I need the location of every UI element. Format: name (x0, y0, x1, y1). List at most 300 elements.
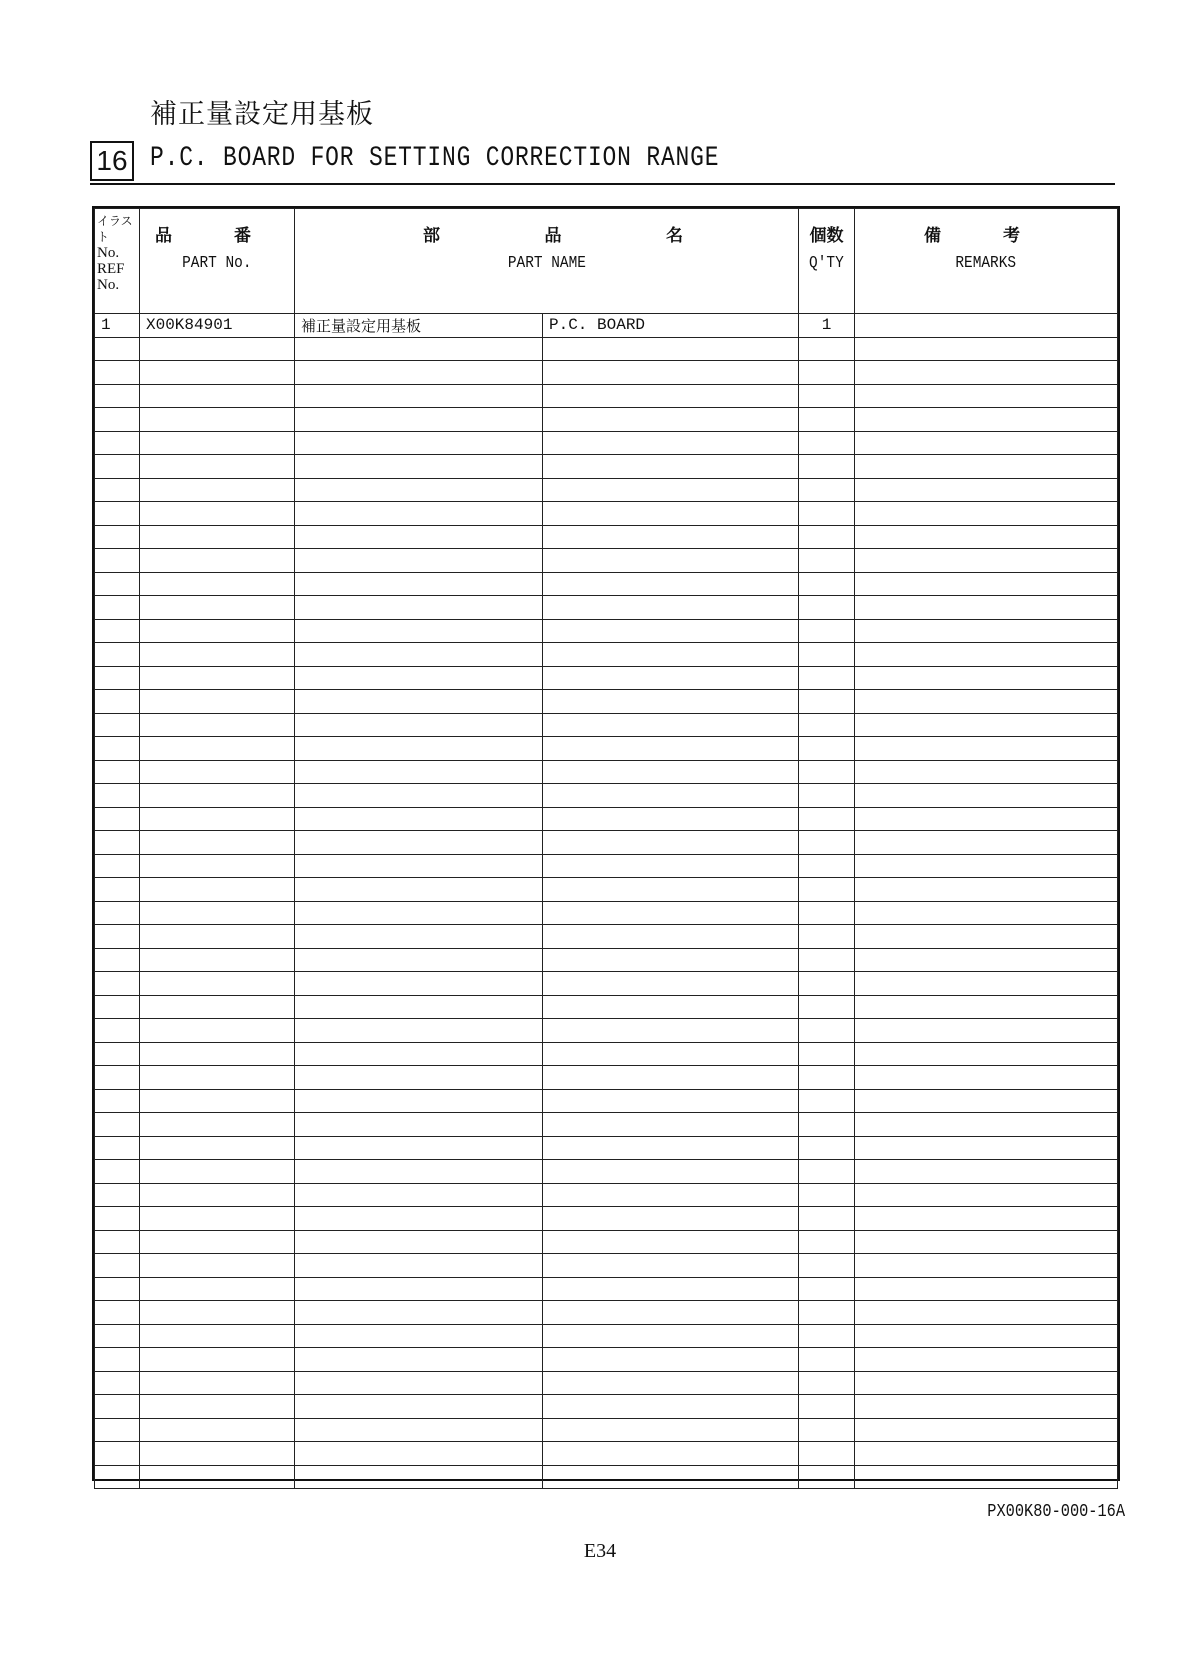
empty-cell (799, 1465, 855, 1489)
empty-cell (95, 690, 140, 714)
empty-cell (295, 784, 543, 808)
empty-cell (855, 1418, 1118, 1442)
table-row-empty (95, 807, 1118, 831)
empty-cell (543, 502, 799, 526)
empty-cell (295, 1465, 543, 1489)
empty-cell (295, 619, 543, 643)
empty-cell (140, 643, 295, 667)
table-row-empty (95, 455, 1118, 479)
table-row-empty (95, 690, 1118, 714)
empty-cell (295, 878, 543, 902)
empty-cell (543, 690, 799, 714)
empty-cell (95, 948, 140, 972)
empty-cell (140, 455, 295, 479)
empty-cell (799, 1160, 855, 1184)
empty-cell (95, 1160, 140, 1184)
empty-cell (543, 948, 799, 972)
empty-cell (855, 643, 1118, 667)
empty-cell (95, 854, 140, 878)
empty-cell (95, 572, 140, 596)
empty-cell (295, 1230, 543, 1254)
empty-cell (543, 431, 799, 455)
table-row-empty (95, 760, 1118, 784)
empty-cell (855, 1066, 1118, 1090)
empty-cell (95, 831, 140, 855)
empty-cell (799, 831, 855, 855)
empty-cell (140, 1207, 295, 1231)
empty-cell (140, 1019, 295, 1043)
empty-cell (543, 878, 799, 902)
page-number: E34 (583, 1540, 617, 1562)
empty-cell (140, 619, 295, 643)
empty-cell (295, 972, 543, 996)
empty-cell (855, 361, 1118, 385)
table-row-empty (95, 948, 1118, 972)
empty-cell (140, 1277, 295, 1301)
empty-cell (799, 1113, 855, 1137)
empty-cell (799, 737, 855, 761)
empty-cell (799, 502, 855, 526)
empty-cell (799, 1371, 855, 1395)
empty-cell (799, 925, 855, 949)
empty-cell (543, 1089, 799, 1113)
empty-cell (543, 455, 799, 479)
empty-cell (140, 901, 295, 925)
empty-cell (95, 972, 140, 996)
empty-cell (543, 1136, 799, 1160)
table-row (95, 314, 1118, 338)
empty-cell (140, 525, 295, 549)
empty-cell (295, 1113, 543, 1137)
empty-cell (799, 1395, 855, 1419)
empty-cell (295, 596, 543, 620)
empty-cell (855, 925, 1118, 949)
empty-cell (95, 1442, 140, 1466)
empty-cell (855, 431, 1118, 455)
empty-cell (140, 384, 295, 408)
empty-cell (543, 901, 799, 925)
empty-cell (855, 713, 1118, 737)
empty-cell (799, 455, 855, 479)
empty-cell (855, 408, 1118, 432)
empty-cell (95, 525, 140, 549)
remarks-cell (855, 314, 1118, 338)
empty-cell (95, 807, 140, 831)
empty-cell (95, 1418, 140, 1442)
empty-cell (95, 784, 140, 808)
empty-cell (855, 549, 1118, 573)
ref-header-no2: No. (97, 277, 120, 293)
page-title-english: P.C. BOARD FOR SETTING CORRECTION RANGE (150, 143, 720, 174)
empty-cell (543, 1465, 799, 1489)
empty-cell (855, 1277, 1118, 1301)
empty-cell (543, 995, 799, 1019)
table-row-empty (95, 1089, 1118, 1113)
empty-cell (95, 596, 140, 620)
empty-cell (295, 502, 543, 526)
ref-cell: 1 (95, 314, 140, 338)
empty-cell (799, 1324, 855, 1348)
qty-header (799, 209, 855, 314)
empty-cell (95, 478, 140, 502)
empty-cell (140, 948, 295, 972)
empty-cell (95, 1301, 140, 1325)
empty-cell (799, 408, 855, 432)
empty-cell (95, 1089, 140, 1113)
table-header-row (95, 209, 1118, 314)
table-row-empty (95, 408, 1118, 432)
empty-cell (543, 972, 799, 996)
empty-cell (295, 361, 543, 385)
empty-cell (295, 1136, 543, 1160)
empty-cell (855, 690, 1118, 714)
empty-cell (95, 455, 140, 479)
table-row-empty (95, 925, 1118, 949)
empty-cell (140, 478, 295, 502)
empty-cell (140, 1442, 295, 1466)
empty-cell (95, 1277, 140, 1301)
empty-cell (95, 1183, 140, 1207)
table-row-empty (95, 1277, 1118, 1301)
empty-cell (799, 1348, 855, 1372)
empty-cell (799, 1136, 855, 1160)
part-name-header-jp-mid: 品 (544, 226, 562, 246)
page-title-japanese: 補正量設定用基板 (150, 99, 374, 130)
empty-cell (799, 1418, 855, 1442)
empty-cell (140, 1042, 295, 1066)
ref-header-jp: イラスト (97, 214, 133, 244)
empty-cell (95, 408, 140, 432)
empty-cell (140, 1254, 295, 1278)
empty-cell (295, 549, 543, 573)
table-row-empty (95, 431, 1118, 455)
empty-cell (140, 1301, 295, 1325)
empty-cell (295, 807, 543, 831)
empty-cell (295, 760, 543, 784)
empty-cell (140, 1066, 295, 1090)
table-row-empty (95, 1442, 1118, 1466)
empty-cell (799, 948, 855, 972)
qty-header-jp: 個数 (809, 226, 844, 246)
empty-cell (855, 1395, 1118, 1419)
empty-cell (295, 1301, 543, 1325)
qty-cell: 1 (799, 314, 855, 338)
empty-cell (295, 431, 543, 455)
empty-cell (855, 1207, 1118, 1231)
empty-cell (855, 572, 1118, 596)
empty-cell (295, 455, 543, 479)
part-name-header-jp-left: 部 (423, 226, 440, 246)
empty-cell (140, 972, 295, 996)
empty-cell (140, 337, 295, 361)
empty-cell (855, 1113, 1118, 1137)
empty-cell (855, 1254, 1118, 1278)
empty-cell (855, 1301, 1118, 1325)
empty-cell (140, 1371, 295, 1395)
empty-cell (95, 643, 140, 667)
empty-cell (799, 784, 855, 808)
empty-cell (855, 384, 1118, 408)
empty-cell (855, 337, 1118, 361)
empty-cell (295, 1207, 543, 1231)
empty-cell (95, 1465, 140, 1489)
empty-cell (295, 1066, 543, 1090)
table-row-empty (95, 1301, 1118, 1325)
empty-cell (140, 1324, 295, 1348)
table-row-empty (95, 1348, 1118, 1372)
table-row-empty (95, 737, 1118, 761)
empty-cell (855, 1442, 1118, 1466)
empty-cell (543, 1113, 799, 1137)
empty-cell (855, 784, 1118, 808)
empty-cell (855, 995, 1118, 1019)
empty-cell (140, 760, 295, 784)
table-row-empty (95, 1254, 1118, 1278)
empty-cell (295, 408, 543, 432)
empty-cell (140, 549, 295, 573)
empty-cell (295, 690, 543, 714)
empty-cell (140, 1183, 295, 1207)
empty-cell (855, 1348, 1118, 1372)
empty-cell (95, 1324, 140, 1348)
empty-cell (140, 1395, 295, 1419)
empty-cell (140, 737, 295, 761)
empty-cell (95, 361, 140, 385)
empty-cell (295, 1418, 543, 1442)
qty-header-en: Q'TY (809, 254, 844, 273)
table-row-empty (95, 878, 1118, 902)
empty-cell (295, 1277, 543, 1301)
empty-cell (295, 1019, 543, 1043)
part-name-en-cell: P.C. BOARD (543, 314, 799, 338)
empty-cell (140, 1465, 295, 1489)
part-no-header-en: PART No. (182, 254, 252, 273)
empty-cell (140, 408, 295, 432)
empty-cell (855, 1230, 1118, 1254)
table-row-empty (95, 1160, 1118, 1184)
empty-cell (543, 854, 799, 878)
empty-cell (855, 1089, 1118, 1113)
empty-cell (295, 572, 543, 596)
empty-cell (543, 1254, 799, 1278)
part-no-cell: X00K84901 (140, 314, 295, 338)
table-row-empty (95, 502, 1118, 526)
table-row-empty (95, 1042, 1118, 1066)
empty-cell (95, 760, 140, 784)
empty-cell (855, 1160, 1118, 1184)
empty-cell (543, 1395, 799, 1419)
empty-cell (95, 901, 140, 925)
empty-cell (799, 431, 855, 455)
empty-cell (95, 925, 140, 949)
empty-cell (855, 1042, 1118, 1066)
empty-cell (543, 1371, 799, 1395)
empty-cell (140, 1113, 295, 1137)
empty-cell (543, 1301, 799, 1325)
table-row-empty (95, 549, 1118, 573)
empty-cell (295, 925, 543, 949)
empty-cell (95, 878, 140, 902)
empty-cell (799, 901, 855, 925)
empty-cell (295, 1395, 543, 1419)
empty-cell (95, 666, 140, 690)
empty-cell (295, 525, 543, 549)
empty-cell (295, 713, 543, 737)
empty-cell (799, 596, 855, 620)
empty-cell (140, 572, 295, 596)
empty-cell (140, 1348, 295, 1372)
empty-cell (295, 643, 543, 667)
empty-cell (799, 995, 855, 1019)
table-row-empty (95, 337, 1118, 361)
empty-cell (543, 831, 799, 855)
table-row-empty (95, 1371, 1118, 1395)
table-row-empty (95, 384, 1118, 408)
table-row-empty (95, 619, 1118, 643)
empty-cell (855, 619, 1118, 643)
empty-cell (543, 619, 799, 643)
empty-cell (543, 361, 799, 385)
ref-header-ref: REF (97, 261, 125, 277)
table-row-empty (95, 525, 1118, 549)
empty-cell (855, 972, 1118, 996)
empty-cell (799, 1207, 855, 1231)
empty-cell (799, 1183, 855, 1207)
table-row-empty (95, 596, 1118, 620)
empty-cell (140, 1160, 295, 1184)
empty-cell (95, 337, 140, 361)
remarks-header-en: REMARKS (955, 254, 1017, 273)
empty-cell (543, 549, 799, 573)
empty-cell (855, 760, 1118, 784)
empty-cell (855, 1019, 1118, 1043)
document-code: PX00K80-000-16A (987, 1502, 1125, 1522)
table-row-empty (95, 478, 1118, 502)
part-name-header-jp-right: 名 (666, 226, 683, 246)
empty-cell (799, 1230, 855, 1254)
empty-cell (543, 643, 799, 667)
empty-cell (140, 713, 295, 737)
empty-cell (799, 619, 855, 643)
section-number-box: 16 (90, 141, 134, 181)
empty-cell (543, 572, 799, 596)
empty-cell (799, 1277, 855, 1301)
empty-cell (140, 361, 295, 385)
empty-cell (295, 478, 543, 502)
empty-cell (295, 1348, 543, 1372)
table-row-empty (95, 1418, 1118, 1442)
empty-cell (543, 1230, 799, 1254)
empty-cell (855, 502, 1118, 526)
table-row-empty (95, 1230, 1118, 1254)
empty-cell (543, 1019, 799, 1043)
table-row-empty (95, 1113, 1118, 1137)
table-row-empty (95, 666, 1118, 690)
parts-list-table (92, 206, 1120, 1481)
empty-cell (543, 1183, 799, 1207)
table-row-empty (95, 643, 1118, 667)
empty-cell (799, 854, 855, 878)
table-row-empty (95, 361, 1118, 385)
table-row-empty (95, 1324, 1118, 1348)
empty-cell (295, 901, 543, 925)
empty-cell (855, 807, 1118, 831)
empty-cell (855, 948, 1118, 972)
empty-cell (95, 384, 140, 408)
empty-cell (543, 525, 799, 549)
empty-cell (543, 337, 799, 361)
empty-cell (95, 1254, 140, 1278)
empty-cell (543, 925, 799, 949)
empty-cell (95, 1207, 140, 1231)
empty-cell (140, 807, 295, 831)
table-row-empty (95, 1207, 1118, 1231)
table-row-empty (95, 1066, 1118, 1090)
empty-cell (799, 361, 855, 385)
empty-cell (855, 854, 1118, 878)
remarks-header (855, 209, 1118, 314)
part-name-header-en: PART NAME (507, 254, 586, 273)
empty-cell (140, 596, 295, 620)
empty-cell (95, 713, 140, 737)
ref-header-no: No. (97, 245, 120, 261)
empty-cell (855, 666, 1118, 690)
empty-cell (543, 384, 799, 408)
empty-cell (140, 666, 295, 690)
empty-cell (295, 337, 543, 361)
empty-cell (543, 1160, 799, 1184)
part-name-jp-cell: 補正量設定用基板 (295, 314, 543, 338)
empty-cell (543, 1277, 799, 1301)
empty-cell (295, 1160, 543, 1184)
empty-cell (295, 1254, 543, 1278)
empty-cell (140, 1136, 295, 1160)
empty-cell (140, 784, 295, 808)
empty-cell (95, 995, 140, 1019)
empty-cell (799, 666, 855, 690)
empty-cell (95, 1230, 140, 1254)
empty-cell (799, 478, 855, 502)
part-no-header-jp: 品 番 (155, 226, 279, 246)
empty-cell (543, 784, 799, 808)
table-row-empty (95, 831, 1118, 855)
empty-cell (95, 619, 140, 643)
ref-no-header (95, 209, 140, 314)
empty-cell (95, 1136, 140, 1160)
empty-cell (799, 1042, 855, 1066)
empty-cell (855, 596, 1118, 620)
empty-cell (799, 1089, 855, 1113)
empty-cell (543, 478, 799, 502)
empty-cell (295, 737, 543, 761)
empty-cell (140, 502, 295, 526)
empty-cell (543, 596, 799, 620)
empty-cell (799, 760, 855, 784)
empty-cell (543, 1324, 799, 1348)
empty-cell (855, 455, 1118, 479)
empty-cell (799, 525, 855, 549)
empty-cell (140, 831, 295, 855)
empty-cell (295, 1442, 543, 1466)
table-row-empty (95, 901, 1118, 925)
empty-cell (543, 1418, 799, 1442)
empty-cell (855, 878, 1118, 902)
empty-cell (95, 431, 140, 455)
empty-cell (799, 1301, 855, 1325)
empty-cell (295, 1371, 543, 1395)
empty-cell (140, 1089, 295, 1113)
empty-cell (140, 878, 295, 902)
